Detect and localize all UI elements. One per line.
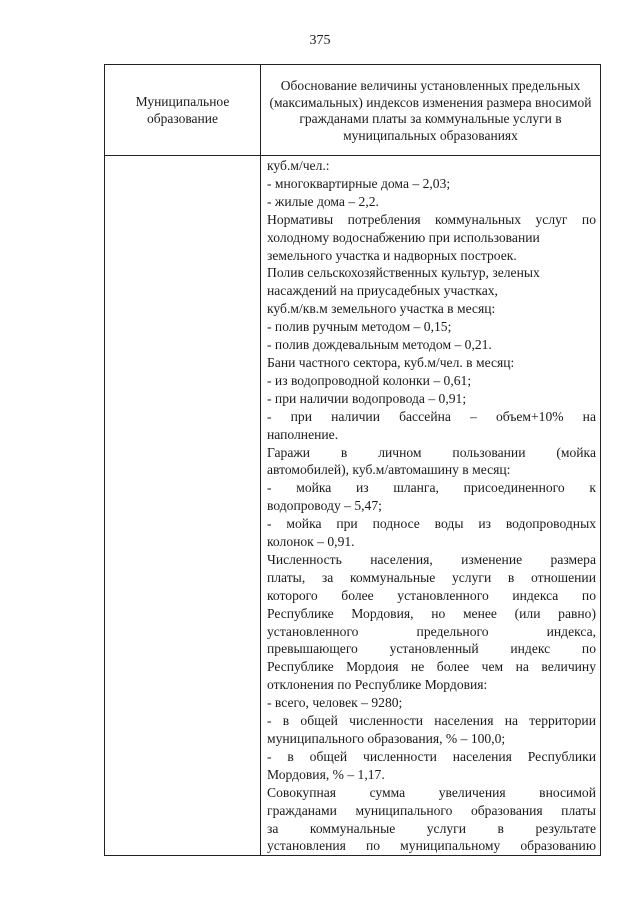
text-line: Нормативы потребления коммунальных услуг по xyxy=(267,211,596,227)
text-line: куб.м/чел.: xyxy=(267,158,330,173)
text-line: - мойка при подносе воды из водопроводных xyxy=(267,516,596,532)
justification-cell xyxy=(261,156,601,856)
header-municipality: Муниципальное образование xyxy=(105,65,261,156)
text-line: насаждений на приусадебных участках, xyxy=(267,283,498,299)
text-line: - в общей численности населения на территории xyxy=(267,713,596,729)
text-line: - при наличии водопровода – 0,91; xyxy=(267,390,467,406)
text-line: отклонения по Республике Мордовия: xyxy=(267,677,488,693)
text-line: - полив дождевальным методом – 0,21. xyxy=(267,337,492,353)
text-line: - жилые дома – 2,2. xyxy=(267,193,379,209)
text-line: превышающего установленный индекс по xyxy=(267,641,596,657)
text-line: - в общей численности населения Республики xyxy=(267,748,596,764)
text-line: гражданами муниципального образования платы xyxy=(267,802,596,818)
text-line: куб.м/кв.м земельного участка в месяц: xyxy=(267,301,496,317)
text-line: Мордовия, % – 1,17. xyxy=(267,766,385,782)
justification-text xyxy=(267,157,596,855)
text-line: - всего, человек – 9280; xyxy=(267,695,403,711)
text-line: холодному водоснабжению при использовании xyxy=(267,229,540,245)
justification-table xyxy=(104,64,601,856)
text-line: за коммунальные услуги в результате xyxy=(267,820,596,836)
text-line: наполнение. xyxy=(267,426,339,442)
text-line: которого более установленного индекса по xyxy=(267,587,596,603)
text-line: - при наличии бассейна – объем+10% на xyxy=(267,408,596,424)
page-number: 375 xyxy=(309,33,331,48)
text-line: установленного предельного индекса, xyxy=(267,623,596,639)
text-line: автомобилей), куб.м/автомашину в месяц: xyxy=(267,462,511,478)
text-line: муниципального образования, % – 100,0; xyxy=(267,731,506,746)
text-line: установления по муниципальному образованию xyxy=(267,838,596,854)
text-line: Совокупная сумма увеличения вносимой xyxy=(267,784,596,800)
text-line: - полив ручным методом – 0,15; xyxy=(267,319,452,335)
text-line: - мойка из шланга, присоединенного к xyxy=(267,480,596,496)
text-line: Численность населения, изменение размера xyxy=(267,551,596,567)
text-line: водопроводу – 5,47; xyxy=(267,498,382,514)
table-header-row xyxy=(105,65,601,156)
municipality-cell xyxy=(105,156,261,856)
text-line: Полив сельскохозяйственных культур, зеленых xyxy=(267,265,540,281)
table-body-row xyxy=(105,156,601,856)
text-line: Республике Мордоия не более чем на величину xyxy=(267,659,596,675)
text-line: Республике Мордовия, но менее (или равно) xyxy=(267,605,596,621)
text-line: платы, за коммунальные услуги в отношении xyxy=(267,569,596,585)
header-justification: Обоснование величины установленных предельных (максимальных) индексов изменения размера вносимой гражданами платы за коммунальные услуги в муниципальных образованиях xyxy=(261,65,601,156)
text-line: - многоквартирные дома – 2,03; xyxy=(267,175,451,191)
text-line: Гаражи в личном пользовании (мойка xyxy=(267,444,596,460)
text-line: - из водопроводной колонки – 0,61; xyxy=(267,372,472,388)
text-line: земельного участка и надворных построек. xyxy=(267,247,517,263)
text-line: колонок – 0,91. xyxy=(267,534,355,550)
text-line: Бани частного сектора, куб.м/чел. в месяц: xyxy=(267,354,515,370)
